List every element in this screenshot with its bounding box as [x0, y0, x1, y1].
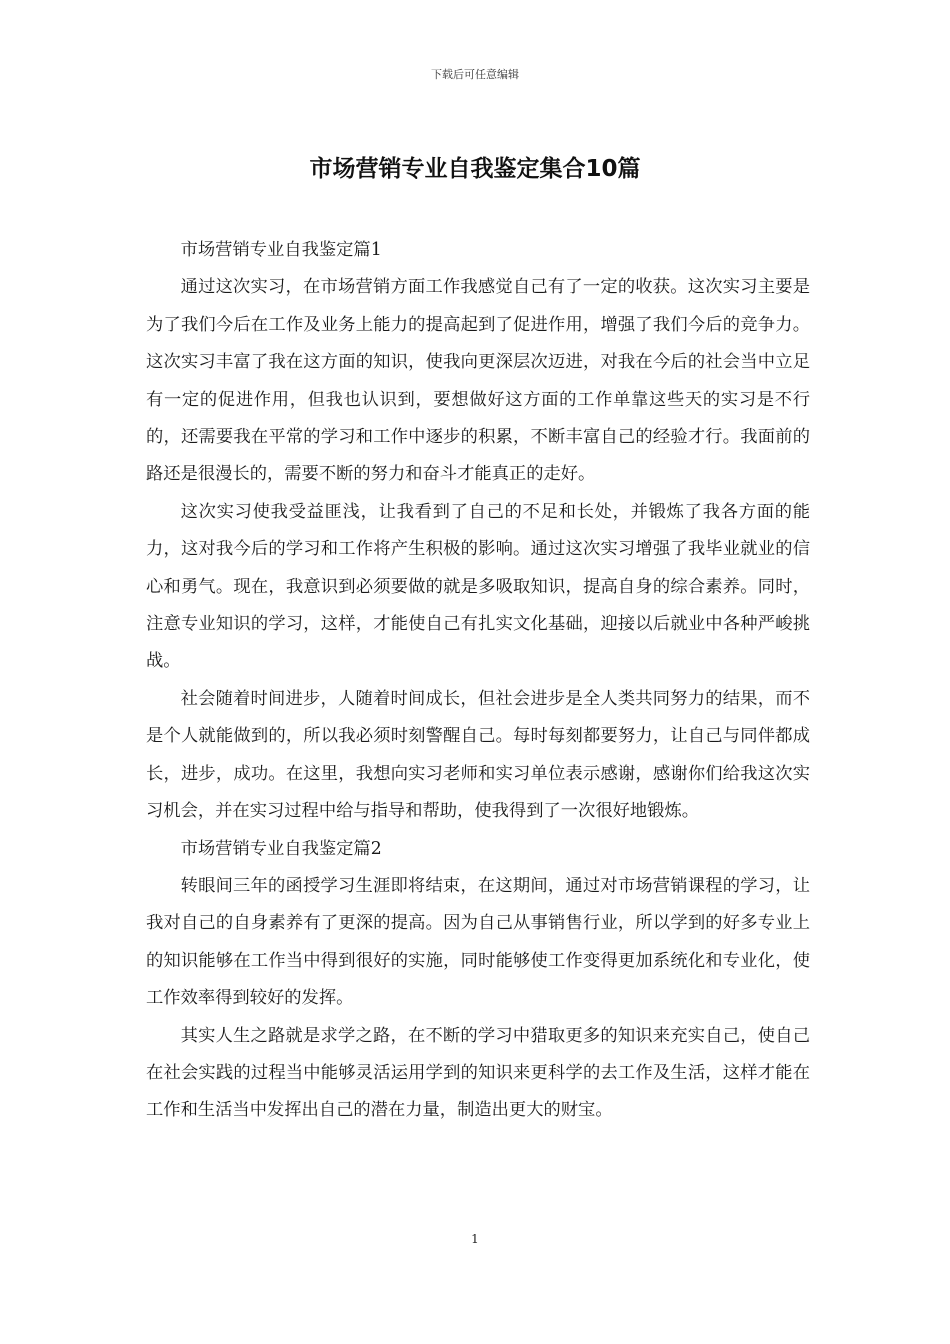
- document-title: 市场营销专业自我鉴定集合10篇: [309, 156, 641, 182]
- body-paragraph: 其实人生之路就是求学之路，在不断的学习中猎取更多的知识来充实自己，使自己在社会实践的过程当中能够灵活运用学到的知识来更科学的去工作及生活，这样才能在工作和生活当中发挥出自己的潜在力量，制造出更大的财宝。: [146, 1025, 810, 1121]
- body-paragraph: 转眼间三年的函授学习生涯即将结束，在这期间，通过对市场营销课程的学习，让我对自己的自身素养有了更深的提高。因为自己从事销售行业，所以学到的好多专业上的知识能够在工作当中得到很好的实施，同时能够使工作变得更加系统化和专业化，使工作效率得到较好的发挥。: [146, 875, 810, 1009]
- header-note: 下载后可任意编辑: [431, 68, 519, 81]
- body-paragraph: 社会随着时间进步，人随着时间成长，但社会进步是全人类共同努力的结果，而不是个人就能做到的，所以我必须时刻警醒自己。每时每刻都要努力，让自己与同伴都成长，进步，成功。在这里，我想向实习老师和实习单位表示感谢，感谢你们给我这次实习机会，并在实习过程中给与指导和帮助，使我得到了一次很好地锻炼。: [146, 688, 810, 822]
- section-heading-2: 市场营销专业自我鉴定篇2: [180, 838, 382, 859]
- section-heading-1: 市场营销专业自我鉴定篇1: [180, 240, 382, 260]
- body-paragraph: 这次实习使我受益匪浅，让我看到了自己的不足和长处，并锻炼了我各方面的能力，这对我今后的学习和工作将产生积极的影响。通过这次实习增强了我毕业就业的信心和勇气。现在，我意识到必须要做的就是多吸取知识，提高自身的综合素养。同时，注意专业知识的学习，这样，才能使自己有扎实文化基础，迎接以后就业中各种严峻挑战。: [146, 501, 810, 672]
- page-number: 1: [471, 1232, 479, 1246]
- body-paragraph: 通过这次实习，在市场营销方面工作我感觉自己有了一定的收获。这次实习主要是为了我们今后在工作及业务上能力的提高起到了促进作用，增强了我们今后的竞争力。这次实习丰富了我在这方面的知识，使我向更深层次迈进，对我在今后的社会当中立足有一定的促进作用，但我也认识到，要想做好这方面的工作单靠这些天的实习是不行的，还需要我在平常的学习和工作中逐步的积累，不断丰富自己的经验才行。我面前的路还是很漫长的，需要不断的努力和奋斗才能真正的走好。: [146, 277, 810, 485]
- document-body: [146, 232, 810, 1130]
